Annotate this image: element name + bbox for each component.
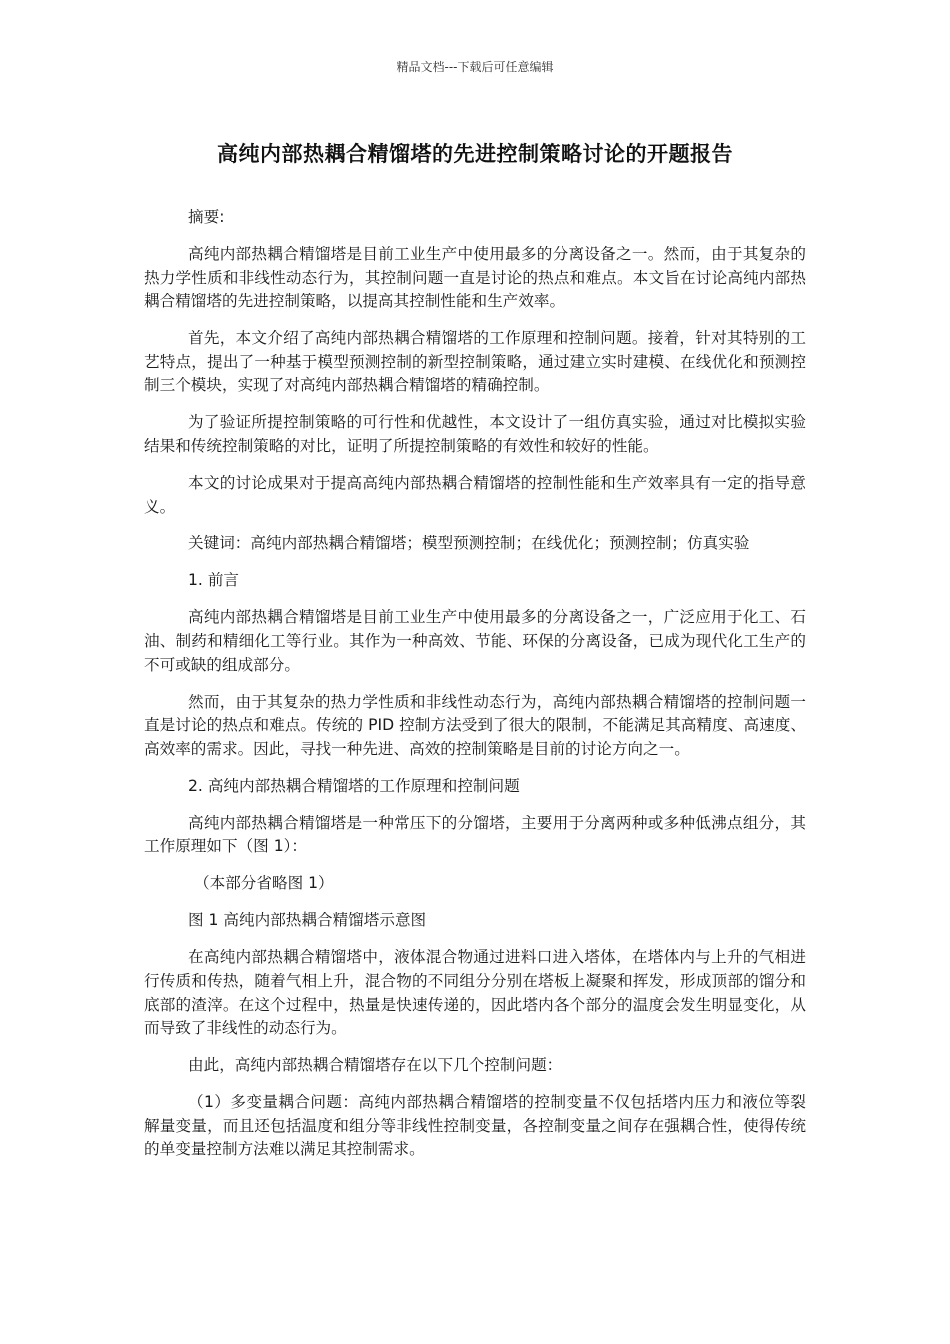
abstract-paragraph-3: 为了验证所提控制策略的可行性和优越性，本文设计了一组仿真实验，通过对比模拟实验结果和传统控制策略的对比，证明了所提控制策略的有效性和较好的性能。 <box>144 413 806 455</box>
section-2-list-item-1: （1）多变量耦合问题：高纯内部热耦合精馏塔的控制变量不仅包括塔内压力和液位等裂解量变量，而且还包括温度和组分等非线性控制变量，各控制变量之间存在强耦合性，使得传统的单变量控制方法难以满足其控制需求。 <box>144 1093 806 1159</box>
page-header: 精品文档---下载后可任意编辑 <box>396 60 554 74</box>
section-2-paragraph-2: 在高纯内部热耦合精馏塔中，液体混合物通过进料口进入塔体，在塔体内与上升的气相进行传质和传热，随着气相上升，混合物的不同组分分别在塔板上凝聚和挥发，形成顶部的馏分和底部的渣滓。在这个过程中，热量是快速传递的，因此塔内各个部分的温度会发生明显变化，从而导致了非线性的动态行为。 <box>144 948 806 1038</box>
figure-caption: 图 1 高纯内部热耦合精馏塔示意图 <box>188 911 427 930</box>
abstract-paragraph-1: 高纯内部热耦合精馏塔是目前工业生产中使用最多的分离设备之一。然而，由于其复杂的热力学性质和非线性动态行为，其控制问题一直是讨论的热点和难点。本文旨在讨论高纯内部热耦合精馏塔的先进控制策略，以提高其控制性能和生产效率。 <box>144 244 806 311</box>
section-1-paragraph-2: 然而，由于其复杂的热力学性质和非线性动态行为，高纯内部热耦合精馏塔的控制问题一直是讨论的热点和难点。传统的 PID 控制方法受到了很大的限制，不能满足其高精度、高速度、高效率的需求。因此，寻找一种先进、高效的控制策略是目前的讨论方向之一。 <box>144 692 806 758</box>
document-title: 高纯内部热耦合精馏塔的先进控制策略讨论的开题报告 <box>217 142 733 166</box>
abstract-paragraph-4: 本文的讨论成果对于提高高纯内部热耦合精馏塔的控制性能和生产效率具有一定的指导意义。 <box>144 473 806 516</box>
section-2-heading: 2. 高纯内部热耦合精馏塔的工作原理和控制问题 <box>188 776 520 795</box>
section-2-paragraph-3: 由此，高纯内部热耦合精馏塔存在以下几个控制问题： <box>188 1056 563 1075</box>
abstract-label: 摘要: <box>188 208 225 226</box>
section-1-paragraph-1: 高纯内部热耦合精馏塔是目前工业生产中使用最多的分离设备之一，广泛应用于化工、石油、制药和精细化工等行业。其作为一种高效、节能、环保的分离设备，已成为现代化工生产的不可或缺的组成部分。 <box>144 608 806 674</box>
abstract-paragraph-2: 首先，本文介绍了高纯内部热耦合精馏塔的工作原理和控制问题。接着，针对其特别的工艺特点，提出了一种基于模型预测控制的新型控制策略，通过建立实时建模、在线优化和预测控制三个模块，实现了对高纯内部热耦合精馏塔的精确控制。 <box>144 329 806 395</box>
section-1-heading: 1. 前言 <box>188 571 240 590</box>
section-2-paragraph-1: 高纯内部热耦合精馏塔是一种常压下的分馏塔，主要用于分离两种或多种低沸点组分，其工作原理如下（图 1）： <box>144 813 806 856</box>
document-body <box>144 206 806 1175</box>
figure-placeholder: （本部分省略图 1） <box>194 874 334 893</box>
keywords: 关键词：高纯内部热耦合精馏塔；模型预测控制；在线优化；预测控制；仿真实验 <box>188 534 750 553</box>
